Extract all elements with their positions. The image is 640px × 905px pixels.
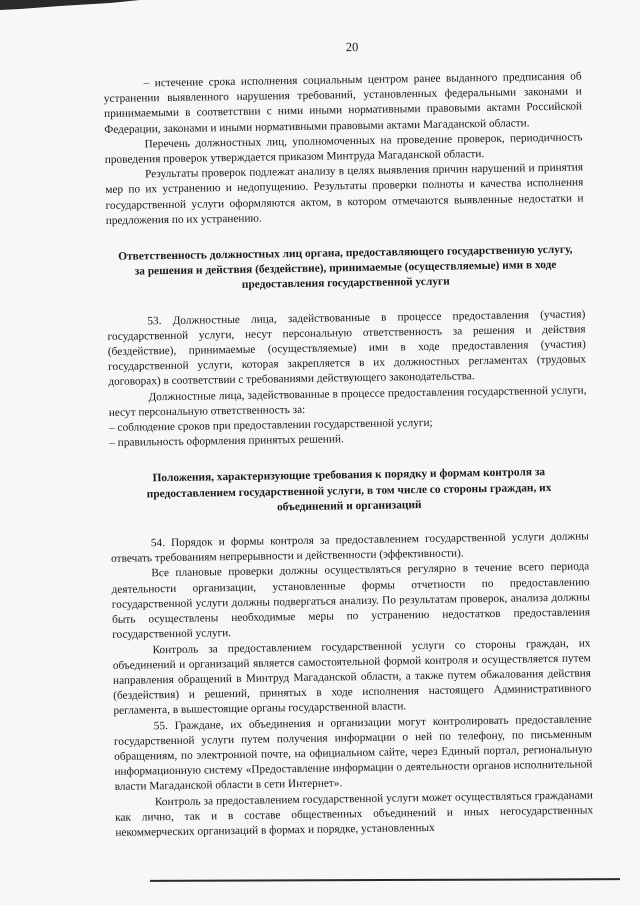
scan-edge-mark (0, 0, 140, 10)
scan-bottom-line (150, 878, 620, 882)
page-number: 20 (345, 39, 359, 55)
paragraph-inspection-results: Результаты проверок подлежат анализу в целях выявления причин нарушений и принятия мер по их устранению и недопущению. Результаты проверки полноты и качества исполнения государственной услуги оформляются актом, в котором отмечаются выявленные недостатки и предложения по их устранению. (105, 161, 584, 227)
section-heading-control-forms: Положения, характеризующие требования к порядку и формам контроля за предоставлением государственной услуги, в том числе со стороны граждан, их объединений и организаций (146, 466, 552, 514)
section-control-forms (111, 530, 594, 842)
list-item-deadlines: – соблюдение сроков при предоставлении государственной услуги; (108, 416, 433, 435)
section-control-results (104, 69, 584, 229)
paragraph-personal-responsibility: Должностные лица, задействованные в процессе предоставления государственной услуги, несут персональную ответственность за: (108, 384, 587, 419)
paragraph-control-by-citizens: Контроль за предоставлением государственной услуги может осуществляться гражданами как лично, так и в составе общественных объединений и иных негосударственных некоммерческих организаций в формах и порядке, установленных (115, 788, 594, 839)
paragraph-order-expiry: – истечение срока исполнения социальным центром ранее выданного предписания об устранении выявленного нарушения требований, установленных федеральными законами и принимаемыми в соответствии с ними иными нормативными правовыми актами Российской Федерации, законами и иными нормативными правовыми актами Магаданской области. (103, 70, 583, 136)
list-item-decisions: – правильность оформления принятых решений. (109, 433, 344, 450)
paragraph-planned-inspections: Все плановые проверки должны осуществляться регулярно в течение всего периода деятельности организации, установленные формы отчетности по предоставлению государственной услуги должны подвергаться анализу. По результатам проверок, анализа должны быть осуществлены необходимые меры по устранению недостатков предоставления государственной услуги. (111, 560, 591, 642)
section-heading-responsibility: Ответственность должностных лиц органа, предоставляющего государственную услугу, за решения и действия (бездействие), принимаемые (осуществляемые) ими в ходе предоставления государственной услуги (118, 243, 573, 292)
paragraph-55: 55. Граждане, их объединения и организации могут контролировать предоставление государственной услуги путем получения информации о ней по телефону, по письменным обращениям, по электронной почте, на официальном сайте, через Единый портал, региональную информационную систему «Предоставление информации о деятельности органов исполнительной власти Магаданской области в сети Интернет». (113, 712, 593, 794)
paragraph-officials-list: Перечень должностных лиц, уполномоченных на проведение проверок, периодичность проведения проверок утверждается приказом Минтруда Магаданской области. (104, 131, 583, 167)
document-page (103, 36, 593, 841)
paragraph-54: 54. Порядок и формы контроля за предоставлением государственной услуги должны отвечать требованиям непрерывности и действенности (эффективности). (110, 530, 589, 566)
paragraph-53: 53. Должностные лица, задействованные в процессе предоставления (участия) государственной услуги, несут персональную ответственность за решения и действия (бездействие), принимаемые (осуществляемые) ими в ходе предоставления (участия) государственной услуги, которая закрепляется в их должностных регламентах (трудовых договорах) в соответствии с требованиями действующего законодательства. (107, 308, 587, 389)
paragraph-citizen-control: Контроль за предоставлением государственной услуги со стороны граждан, их объединений и организаций является самостоятельной формой контроля и осуществляется путем направления обращений в Минтруд Магаданской области, а также путем обжалования действия (бездействия) и решений, принятых в ходе исполнения настоящего Административного регламента, в вышестоящие органы государственной власти. (112, 636, 592, 718)
section-responsibility (107, 307, 587, 451)
